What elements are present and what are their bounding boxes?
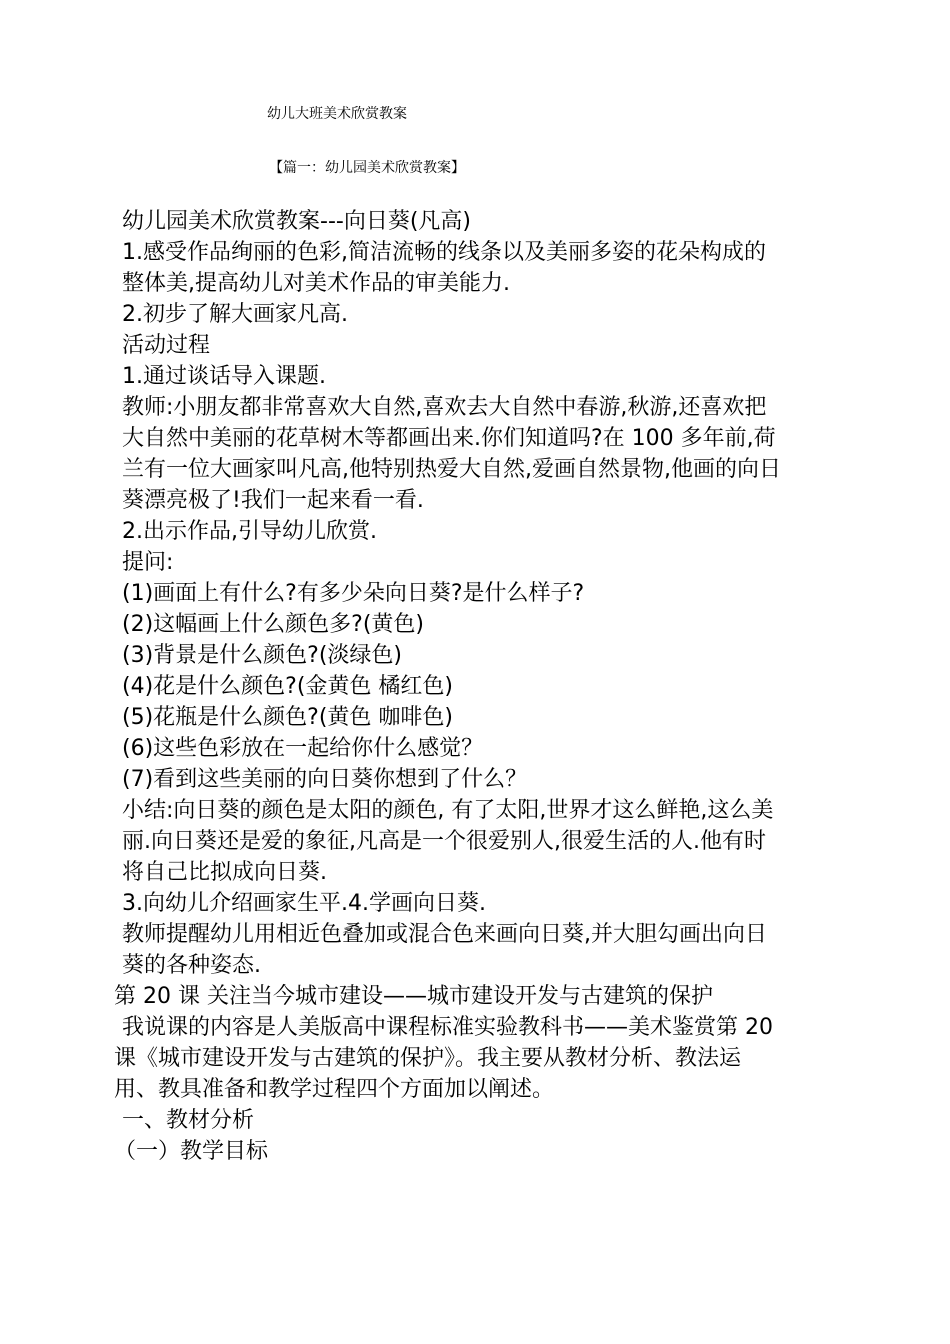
text-line: 1.感受作品绚丽的色彩,简洁流畅的线条以及美丽多姿的花朵构成的 xyxy=(122,240,766,265)
text-line: 大自然中美丽的花草树木等都画出来.你们知道吗?在 100 多年前,荷 xyxy=(122,426,776,451)
text-line: 用、教具准备和教学过程四个方面加以阐述。 xyxy=(114,1077,555,1102)
text-line: 我说课的内容是人美版高中课程标准实验教科书——美术鉴赏第 20 xyxy=(122,1015,773,1040)
text-line: 活动过程 xyxy=(122,333,211,358)
text-line: 将自己比拟成向日葵. xyxy=(122,860,327,885)
text-line: (1)画面上有什么?有多少朵向日葵?是什么样子? xyxy=(122,581,585,606)
text-line: 2.初步了解大画家凡高. xyxy=(122,302,348,327)
text-line: 课《城市建设开发与古建筑的保护》。我主要从教材分析、教法运 xyxy=(114,1046,742,1071)
text-line: 幼儿园美术欣赏教案---向日葵(凡高) xyxy=(122,209,471,234)
text-line: (6)这些色彩放在一起给你什么感觉？ xyxy=(122,736,484,761)
text-line: (7)看到这些美丽的向日葵你想到了什么？ xyxy=(122,767,528,792)
text-line: (2)这幅画上什么颜色多?(黄色) xyxy=(122,612,425,637)
text-line: 提问: xyxy=(122,550,174,575)
text-line: （一）教学目标 xyxy=(114,1139,269,1164)
document-subtitle: 【篇一：幼儿园美术欣赏教案】 xyxy=(269,160,465,176)
text-line: 3.向幼儿介绍画家生平.4.学画向日葵. xyxy=(122,891,486,916)
text-line: 葵的各种姿态. xyxy=(122,953,261,978)
text-line: 兰有一位大画家叫凡高,他特别热爱大自然,爱画自然景物,他画的向日 xyxy=(122,457,781,482)
text-line: (4)花是什么颜色?(金黄色 橘红色) xyxy=(122,674,453,699)
text-line: 葵漂亮极了!我们一起来看一看. xyxy=(122,488,424,513)
text-line: 丽.向日葵还是爱的象征,凡高是一个很爱别人,很爱生活的人.他有时 xyxy=(122,829,766,854)
text-line: 小结:向日葵的颜色是太阳的颜色, 有了太阳,世界才这么鲜艳,这么美 xyxy=(122,798,774,823)
document-body xyxy=(114,206,844,1167)
text-line: (5)花瓶是什么颜色?(黄色 咖啡色) xyxy=(122,705,453,730)
document-title: 幼儿大班美术欣赏教案 xyxy=(267,106,407,122)
text-line: (3)背景是什么颜色?(淡绿色) xyxy=(122,643,403,668)
text-line: 教师提醒幼儿用相近色叠加或混合色来画向日葵,并大胆勾画出向日 xyxy=(122,922,767,947)
text-line: 一、教材分析 xyxy=(122,1108,255,1133)
text-line: 1.通过谈话导入课题. xyxy=(122,364,326,389)
text-line: 第 20 课 关注当今城市建设——城市建设开发与古建筑的保护 xyxy=(114,984,713,1009)
text-line: 教师:小朋友都非常喜欢大自然,喜欢去大自然中春游,秋游,还喜欢把 xyxy=(122,395,767,420)
text-line: 2.出示作品,引导幼儿欣赏. xyxy=(122,519,377,544)
text-line: 整体美,提高幼儿对美术作品的审美能力. xyxy=(122,271,510,296)
